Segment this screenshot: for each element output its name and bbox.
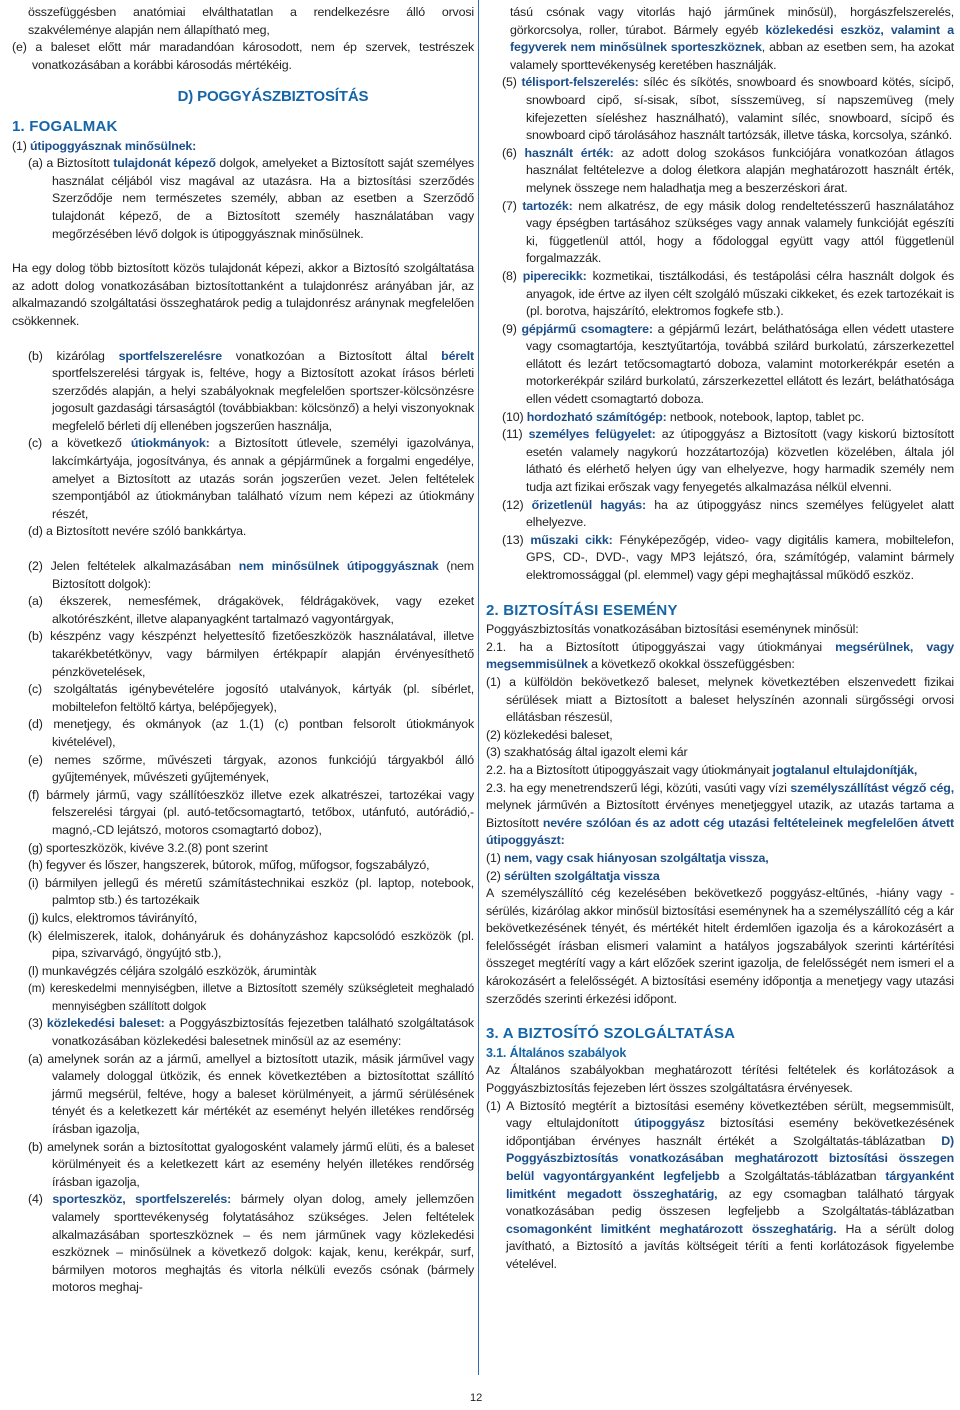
excluded-item: (c) szolgáltatás igénybevételére jogosító utalványok, kártyák (pl. síbérlet, mobiltelefon feltöltő kártya, belépőjegyek), xyxy=(28,682,474,714)
def-9: (9) gépjármű csomagtere: a gépjármű lezárt, beláthatósága ellen védett utastere vagy csomagtartója, kesztyűtartója, továbbá szilárd burkolatú, zárszerkezettel ellátott és lezárt tetőcsomagtartó doboza, valamint motorkerékpár esetén a motorkerékpár szilárd burkolatú, zárszerkezettel ellátott és lezárt, beláthatósága ellen védett csomagtartó doboza. xyxy=(502,321,954,407)
common-ownership-paragraph: Ha egy dolog több biztosított közös tulajdonát képezi, akkor a Biztosító szolgáltatása az adott dolog vonatkozásában biztosítottanként a tulajdonrész arányában jár, az alkalmazandó szolgáltatási összeghatárok pedig a tulajdonrész aránynak megfelelően csökkennek. xyxy=(12,261,474,328)
event-2-2: 2.2. ha a Biztosított útipoggyászait vagy útiokmányait jogtalanul eltulajdonítják, xyxy=(486,762,918,777)
accident-item: (a) amelynek során az a jármű, amellyel a biztosított utazik, másik járművel vagy valamely dologgal ütközik, és ennek következtében a biztosítottat szállító jármű megsérül, feltéve, hogy a baleset körülményeit, a jármű sérülésének tényét és a keletkezett kár mértékét az eseményt helyén illetékes rendőrség írásban igazolja, xyxy=(28,1051,474,1137)
intro-item-e: (e) a baleset előtt már maradandóan károsodott, nem ép szervek, testrészek vonatkozásában a korábbi károsodás mértékéig. xyxy=(12,40,474,72)
excluded-item: (g) sporteszközök, kivéve 3.2.(8) pont szerint xyxy=(28,840,268,855)
service-intro: Az Általános szabályokban meghatározott térítési feltételek és korlátozások a Poggyászbiztosítás fejezeben lért összes szolgáltatásra érvényesek. xyxy=(486,1063,954,1096)
page-number: 12 xyxy=(470,1392,483,1404)
def-5: (5) télisport-felszerelés: síléc és síkötés, snowboard és snowboard kötés, sícipő, snowboard cipő, sí-sisak, síbot, sísszemüveg, sí napszemüveg (mely kifejezetten síeléshez használható), valamint síléc, snowboard, sícipő és snowboard cipő tárolásához használt tartózsák, illetve táska, korcsolya, szánkó. xyxy=(502,75,954,143)
event-2-3-item: (1) nem, vagy csak hiányosan szolgáltatja vissza, xyxy=(486,850,769,865)
excluded-item: (i) bármilyen jellegű és méretű számítástechnikai eszköz (pl. laptop, notebook, palmtop stb.) és tartozékaik xyxy=(28,875,474,908)
right-column xyxy=(486,4,954,1274)
heading-altalanos-szabalyok: 3.1. Általános szabályok xyxy=(486,1045,627,1060)
service-1: (1) A Biztosító megtérít a biztosítási esemény következtében sérült, megsemmisült, vagy eltulajdonított útipoggyász biztosítási esemény bekövetkezésének időpontjában érvényes használt értékét a Szolgáltatás-táblázatban D) Poggyászbiztosítás vonatkozásában meghatározott biztosítási összegen belül vagyontárgyanként legfeljebb a Szolgáltatás-táblázatban tárgyanként limitként megadott összeghatárig, az egy csomagban található tárgyak vonatkozásában pedig összesen legfeljebb a Szolgáltatás-táblázatban csomagonként limitként meghatározott összeghatárig. Ha a sérült dolog javítható, a Biztosító a javítás költségeit téríti a fenti korlátozások figyelembe vételével. xyxy=(486,1098,954,1271)
def-3: (3) közlekedési baleset: a Poggyászbiztosítás fejezetben található szolgáltatások vonatkozásában közlekedési balesetnek minősül az az esemény: xyxy=(28,1016,474,1049)
event-cause-item: (2) közlekedési baleset, xyxy=(486,727,613,742)
excluded-item: (k) élelmiszerek, italok, dohányáruk és dohányzáshoz kapcsolódó eszközök (pl. pipa, szivarvágó, öngyújtó stb.), xyxy=(28,928,474,961)
def-1-term: útipoggyásznak minősülnek: xyxy=(30,138,197,153)
def-4-continued: tású csónak vagy vitorlás hajó járműnek minősül), horgászfelszerelés, görkorcsolya, roller, túrabot. Bármely egyéb közlekedési eszköz, valamint a fegyverek nem minősülnek sporteszköznek, abban az esetben sem, ha azokat valamely sporttevékenység keretében használják. xyxy=(510,5,954,72)
heading-biztositasi-esemeny: 2. BIZTOSÍTÁSI ESEMÉNY xyxy=(486,601,678,619)
def-2: (2) Jelen feltételek alkalmazásában nem minősülnek útipoggyásznak (nem Biztosított dolgok): xyxy=(28,559,474,591)
excluded-item: (a) ékszerek, nemesfémek, drágakövek, féldrágakövek, vagy ezeket alkotórészként, illetve alapanyagként tartalmazó vagyontárgyak, xyxy=(28,594,474,626)
event-cause-item: (1) a külföldön bekövetkező baleset, melynek következtében elszenvedett fizikai sérülések miatt a Biztosított a baleset helyszínén azonnali sürgősségi orvosi ellátásban részesül, xyxy=(486,674,954,725)
def-1: (1) útipoggyásznak minősülnek: xyxy=(12,138,197,153)
def-1c: (c) a következő útiokmányok: a Biztosított útlevele, személyi igazolványa, lakcímkártyája, jogosítványa, és annak a gépjárműnek a forgalmi engedélye, amelyet a Biztosított az utazás során jogszerűen vezet. Jelen feltételek szempontjából az útiokmányban található vízum nem képezi az útiokmány részét, xyxy=(28,436,474,521)
def-8: (8) piperecikk: kozmetikai, tisztálkodási, és testápolási célra használt dolgok és anyagok, ide értve az ilyen célt szolgáló műszaki cikkeket, és ezek tartozékait is (pl. borotva, hajszárító, elektromos fogkefe stb.). xyxy=(502,268,954,319)
column-divider xyxy=(478,0,479,1375)
heading-fogalmak: 1. FOGALMAK xyxy=(12,117,118,135)
event-cause-item: (3) szakhatóság által igazolt elemi kár xyxy=(486,745,688,760)
def-11: (11) személyes felügyelet: az útipoggyász a Biztosított (vagy kiskorú biztosított esetén valamely nagykorú hozzátartozója) közvetlen közelében, általa jól látható és elérhető helyen úgy van elhelyezve, hogy harmadik személy nem tudja azt fizikai erőszak vagy fenyegetés alkalmazása nélkül elvenni. xyxy=(502,427,955,495)
def-10: (10) hordozható számítógép: netbook, notebook, laptop, tablet pc. xyxy=(502,409,865,424)
def-4: (4) sporteszköz, sportfelszerelés: bármely olyan dolog, amely jellemzően valamely sporttevékenység folytatásához szükséges. Jelen feltételek alkalmazásában sporteszköznek – és nem járműnek vagy közlekedési eszköznek – minősülnek a következő dolgok: kajak, kenu, kerékpár, surf, bármilyen motoros meghajtás és vitorla nélküli evezős csónak (bármely motoros meghaj- xyxy=(28,1192,474,1295)
excluded-item: (l) munkavégzés céljára szolgáló eszközök, árumintàk xyxy=(28,963,317,978)
left-column xyxy=(12,4,474,1297)
def-1d: (d) a Biztosított nevére szóló bankkártya. xyxy=(28,524,247,539)
event-2-3: 2.3. ha egy menetrendszerű légi, közúti, vasúti vagy vízi személyszállítást végző cég, melynek járművén a Biztosított érvényes menetjeggyel utazik, az utazás tartama a Biztosított nevére szólóan és az adott cég utazási feltételeinek megfelelően átvett útipoggyászt: xyxy=(486,780,954,848)
event-final-paragraph: A személyszállító cég kezelésében bekövetkező poggyász-eltűnés, -hiány vagy -sérülés, kizárólag akkor minősül biztosítási eseménynek ha a személyszállító cég a kár bekövetkezésének tényét, és mértékét hitelt érdemlően igazolja és a károkozásért a felelősségét írásban elismeri valamint a hatályos jogszabályok szerinti kártérítési összeget megtérítí vagy a kárt előzőek szerint igazolja, de felelősségét nem ismeri el a károkozásért a felelősségét. A biztosítási esemény időpontja a menetjegy vagy utazási szerződés szerinti érkezési időpont. xyxy=(486,886,954,1006)
def-12: (12) őrizetlenül hagyás: ha az útipoggyász nincs személyes felügyelet alatt elhelyezve. xyxy=(502,497,954,530)
intro-item-d: összefüggésben anatómiai elválthatatlan a rendelkezésre álló orvosi szakvéleménye alapján nem állapítható meg, xyxy=(28,5,474,37)
event-2-3-item: (2) sérülten szolgáltatja vissza xyxy=(486,868,660,883)
def-1b: (b) kizárólag sportfelszerelésre vonatkozóan a Biztosított által bérelt sportfelszerelési tárgyak is, feltéve, hogy a Biztosított azokat írásos bérleti szerződés alapján, a helyi szabályoknak megfelelően sportszer-kölcsönzésre jogosult gazdasági társaságtól (továbbiakban: kölcsönző) a helyi viszonyoknak megfelelő bérleti díj ellenében jogszerűen használja, xyxy=(28,348,474,433)
def-13: (13) műszaki cikk: Fényképezőgép, video- vagy digitális kamera, mobiltelefon, GPS, CD-, DVD-, vagy MP3 lejátszó, óra, számítógép, valamint bármely elektromossággal (pl. elemmel) vagy gépi meghajtással működő eszköz. xyxy=(502,532,954,582)
excluded-item: (m) kereskedelmi mennyiségben, illetve a Biztosított személy szükségleteit meghaladó mennyiségben szállított dolgok xyxy=(28,982,474,1013)
excluded-item: (b) készpénz vagy készpénzt helyettesítő fizetőeszközök használatával, illetve takarékbetétkönyv, vagy bármilyen értékpapír alapján érvényesíthető pénzkövetelések, xyxy=(28,629,474,679)
def-7: (7) tartozék: nem alkatrész, de egy másik dolog rendeltetésszerű használatához vagy épségben tartásához szükséges vagy annak valamely funkcióját egészíti ki, függetlenül attól, hogy a fődologgal együtt vagy attól függetlenül forgalmazzák. xyxy=(502,198,954,266)
excluded-item: (d) menetjegy, és okmányok (az 1.(1) (c) pontban felsorolt útiokmányok kivételével), xyxy=(28,717,474,749)
event-2-1: 2.1. ha a Biztosított útipoggyászai vagy útiokmányai megsérülnek, vagy megsemmisülnek a következő okokkal összefüggésben: xyxy=(486,639,954,672)
excluded-item: (j) kulcs, elektromos távirányító, xyxy=(28,910,198,925)
accident-item: (b) amelynek során a biztosítottat gyalogosként valamely jármű elüti, és a baleset körülményeit és a keletkezett kárt az esemény helyén illetékes rendőrség írásban igazolja, xyxy=(28,1139,474,1189)
heading-biztosito-szolgaltatasa: 3. A BIZTOSÍTÓ SZOLGÁLTATÁSA xyxy=(486,1025,736,1043)
excluded-item: (f) bármely jármű, vagy szállítóeszköz illetve ezek alkatrészei, tartozékai vagy felszerelési tárgyai (pl. autó-tetőcsomagtartó, tetőbox, utánfutó, autórádió,-magnó,-CD lejátszó, motoros csomagtartó doboz), xyxy=(28,787,474,837)
event-intro: Poggyászbiztosítás vonatkozásában biztosítási eseménynek minősül: xyxy=(486,622,859,637)
excluded-item: (e) nemes szőrme, művészeti tárgyak, azonos funkciójú tárgyakból álló gyűjtemények, művészeti gyűjtemények, xyxy=(28,752,474,785)
excluded-item: (h) fegyver és lőszer, hangszerek, bútorok, műfog, műfogsor, fogszabályzó, xyxy=(28,858,430,873)
section-title: D) POGGYÁSZBIZTOSÍTÁS xyxy=(177,88,369,106)
def-1a: (a) a Biztosított tulajdonát képező dolgok, amelyeket a Biztosított saját személyes használat céljából visz magával az utazásra. Ha a biztosítási szerződés Szerződője nem természetes személy, abban az esetben a Szerződő tulajdonát képező, de a Biztosított személy használatában vagy megőrzésében lévő dolgok is útipoggyásznak minősülnek. xyxy=(28,156,474,241)
def-6: (6) használt érték: az adott dolog szokásos funkciójára vonatkozóan átlagos használat feltételezve a dolog életkora alapján meghatározott használt érték, melynek összege nem haladhatja meg a beszerzéskori árat. xyxy=(502,145,954,195)
